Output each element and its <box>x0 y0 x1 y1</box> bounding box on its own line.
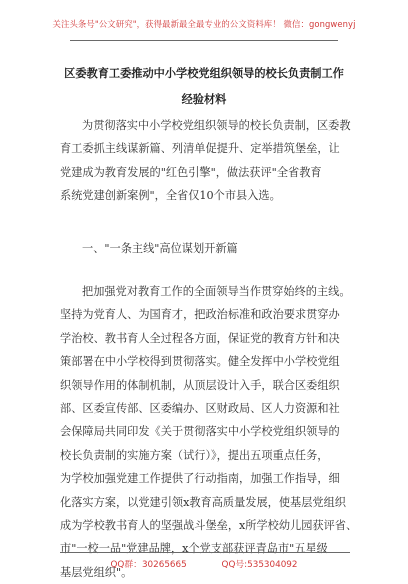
intro-paragraph <box>60 114 360 208</box>
paragraph-line: 学治校、教书育人全过程各方面，保证党的教育方针和决 <box>60 331 340 345</box>
header-divider <box>70 40 338 41</box>
paragraph-line: 市"一校一品"党建品牌，x个党支部获评青岛市"五星级 <box>60 542 328 556</box>
paragraph-line: 织领导作用的体制机制，从顶层设计入手，联合区委组织 <box>60 378 340 392</box>
paragraph-line: 化落实方案，以党建引领x教育高质量发展，使基层党组织 <box>60 495 346 509</box>
paragraph-line: 校长负责制的实施方案（试行）》，提出五项重点任务， <box>60 448 329 462</box>
intro-line: 育工委抓主线谋新篇、列清单促提升、定举措筑堡垒，让 <box>60 142 340 156</box>
section-heading: 一、"一条主线"高位谋划开新篇 <box>82 242 238 255</box>
intro-line: 党建成为教育发展的"红色引擎"，做法获评"全省教育 <box>60 165 322 179</box>
document-title-line-2: 经验材料 <box>181 93 227 106</box>
paragraph-line: 会保障局共同印发《关于贯彻落实中小学校党组织领导的 <box>60 425 340 439</box>
intro-line: 为贯彻落实中小学校党组织领导的校长负责制，区委教 <box>82 119 351 132</box>
paragraph-line: 基层党组织"。 <box>60 565 133 579</box>
header-banner: 关注头条号"公文研究"，获得最新最全最专业的公文资料库！ 微信：gongwenyj <box>52 19 356 29</box>
paragraph-line: 策部署在中小学校得到贯彻落实。健全发挥中小学校党组 <box>60 355 340 369</box>
footer-divider <box>60 552 350 553</box>
intro-line: 系统党建创新案例"，全省仅10个市县入选。 <box>60 189 281 203</box>
paragraph-line: 为学校加强党建工作提供了行动指南，加强工作指导，细 <box>60 472 340 486</box>
document-title-line-1: 区委教育工委推动中小学校党组织领导的校长负责制工作 <box>64 67 344 80</box>
footer-contact <box>0 557 408 570</box>
footer-qq-group: QQ群：30265665 <box>110 560 187 570</box>
footer-qq-number: QQ号:535304092 <box>221 560 298 570</box>
section-paragraph <box>60 280 360 584</box>
paragraph-line: 成为学校教书育人的坚强战斗堡垒，x所学校幼儿园获评省、 <box>60 518 358 532</box>
paragraph-line: 把加强党对教育工作的全面领导当作贯穿始终的主线。 <box>82 285 351 298</box>
paragraph-line: 坚持为党育人、为国育才，把政治标准和政治要求贯穿办 <box>60 308 340 322</box>
paragraph-line: 部、区委宣传部、区委编办、区财政局、区人力资源和社 <box>60 401 340 415</box>
